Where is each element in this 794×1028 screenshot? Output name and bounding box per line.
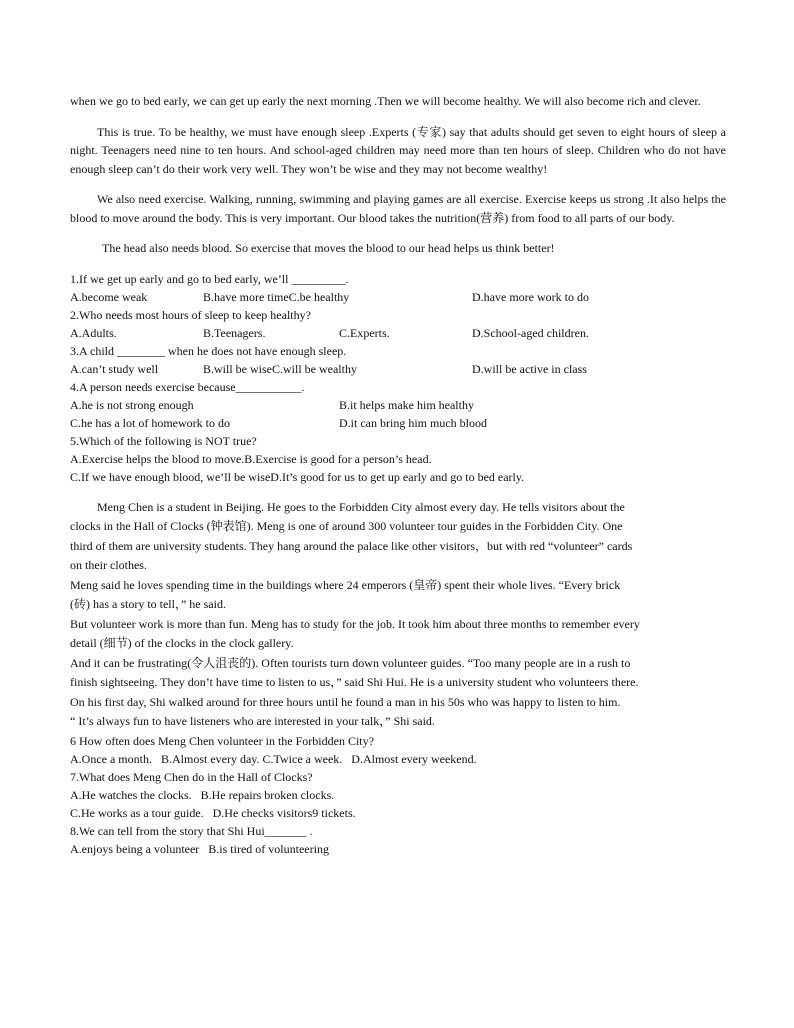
question-7: 7.What does Meng Chen do in the Hall of Clocks? [70,769,313,784]
question-1: 1.If we get up early and go to bed early, we’ll _________. [70,271,349,286]
option: B.will be wiseC.will be wealthy [203,361,357,376]
passage2-line: On his first day, Shi walked around for three hours until he found a man in his 50s who was happy to listen to him. [70,694,621,709]
question-8: 8.We can tell from the story that Shi Hui_______ . [70,823,313,838]
option: D.it can bring him much blood [339,415,487,430]
option: C.Experts. [339,325,390,340]
question-7-options-cd: C.He works as a tour guide. D.He checks visitors9 tickets. [70,805,356,820]
question-5-options-cd: C.If we have enough blood, we’ll be wiseD.It’s good for us to get up early and go to bed early. [70,469,525,484]
passage2-line: “ It’s always fun to have listeners who are interested in your talk，” Shi said. [70,714,435,728]
question-7-options-ab: A.He watches the clocks. B.He repairs broken clocks. [70,787,335,802]
question-5: 5.Which of the following is NOT true? [70,433,257,448]
passage1-paragraph-4: The head also needs blood. So exercise that moves the blood to our head helps us think better! [102,241,555,255]
option: A.can’t study well [70,361,159,376]
question-5-options-ab: A.Exercise helps the blood to move.B.Exercise is good for a person’s head. [70,451,432,466]
passage2-line: And it can be frustrating(令人沮丧的). Often tourists turn down volunteer guides. “Too many people are in a rush to [70,655,631,670]
option: D.School-aged children. [472,325,589,340]
question-2-options [70,324,726,342]
option: A.become weak [70,289,148,304]
question-4-options-cd [70,414,726,432]
option: D.will be active in class [472,361,587,376]
question-4-options-ab [70,396,726,414]
passage2-line: clocks in the Hall of Clocks (钟表馆). Meng is one of around 300 volunteer tour guides in the Forbidden City. One [70,519,623,533]
passage2-line: finish sightseeing. They don’t have time to listen to us，” said Shi Hui. He is a university student who volunteers there. [70,675,639,689]
passage2-line: But volunteer work is more than fun. Meng has to study for the job. It took him about three months to remember every [70,616,640,631]
question-3: 3.A child ________ when he does not have enough sleep. [70,343,347,358]
option: C.he has a lot of homework to do [70,415,230,430]
question-6-options: A.Once a month. B.Almost every day. C.Twice a week. D.Almost every weekend. [70,751,477,766]
question-4: 4.A person needs exercise because___________. [70,379,305,394]
passage2-line: on their clothes. [70,558,147,572]
question-2: 2.Who needs most hours of sleep to keep healthy? [70,307,311,322]
passage1-paragraph-1: when we go to bed early, we can get up early the next morning .Then we will become healthy. We will also become rich and clever. [70,94,701,108]
option: B.have more timeC.be healthy [203,289,350,304]
passage2-line: detail (细节) of the clocks in the clock gallery. [70,636,294,650]
question-1-options [70,288,726,306]
option: B.Teenagers. [203,325,266,340]
passage2-line: third of them are university students. They hang around the palace like other visitors，but with red “volunteer” cards [70,538,633,553]
option: D.have more work to do [472,289,589,304]
question-3-options [70,360,726,378]
passage2-line: Meng Chen is a student in Beijing. He goes to the Forbidden City almost every day. He tells visitors about the [97,499,625,514]
question-6: 6 How often does Meng Chen volunteer in the Forbidden City? [70,733,374,748]
passage1-paragraph-2: This is true. To be healthy, we must have enough sleep .Experts (专家) say that adults should get seven to eight hours of sleep a night. Teenagers need nine to ten hours. And school-aged children may need more than ten hours of sleep. Children who do not have enough sleep can’t do their work very well. They won’t be wise and they may not become wealthy! [70,124,726,176]
question-8-options-ab: A.enjoys being a volunteer B.is tired of volunteering [70,841,329,856]
passage2-line: Meng said he loves spending time in the buildings where 24 emperors (皇帝) spent their whole lives. “Every brick [70,577,621,592]
option: B.it helps make him healthy [339,397,474,412]
option: A.Adults. [70,325,117,340]
passage2-line: (砖) has a story to tell，” he said. [70,597,226,611]
document-page [70,92,726,858]
passage1-paragraph-3: We also need exercise. Walking, running, swimming and playing games are all exercise. Exercise keeps us strong .It also helps the blood to move around the body. This is very important. Our blood takes the nutrition(营养) from food to all parts of our body. [70,192,726,225]
option: A.he is not strong enough [70,397,194,412]
